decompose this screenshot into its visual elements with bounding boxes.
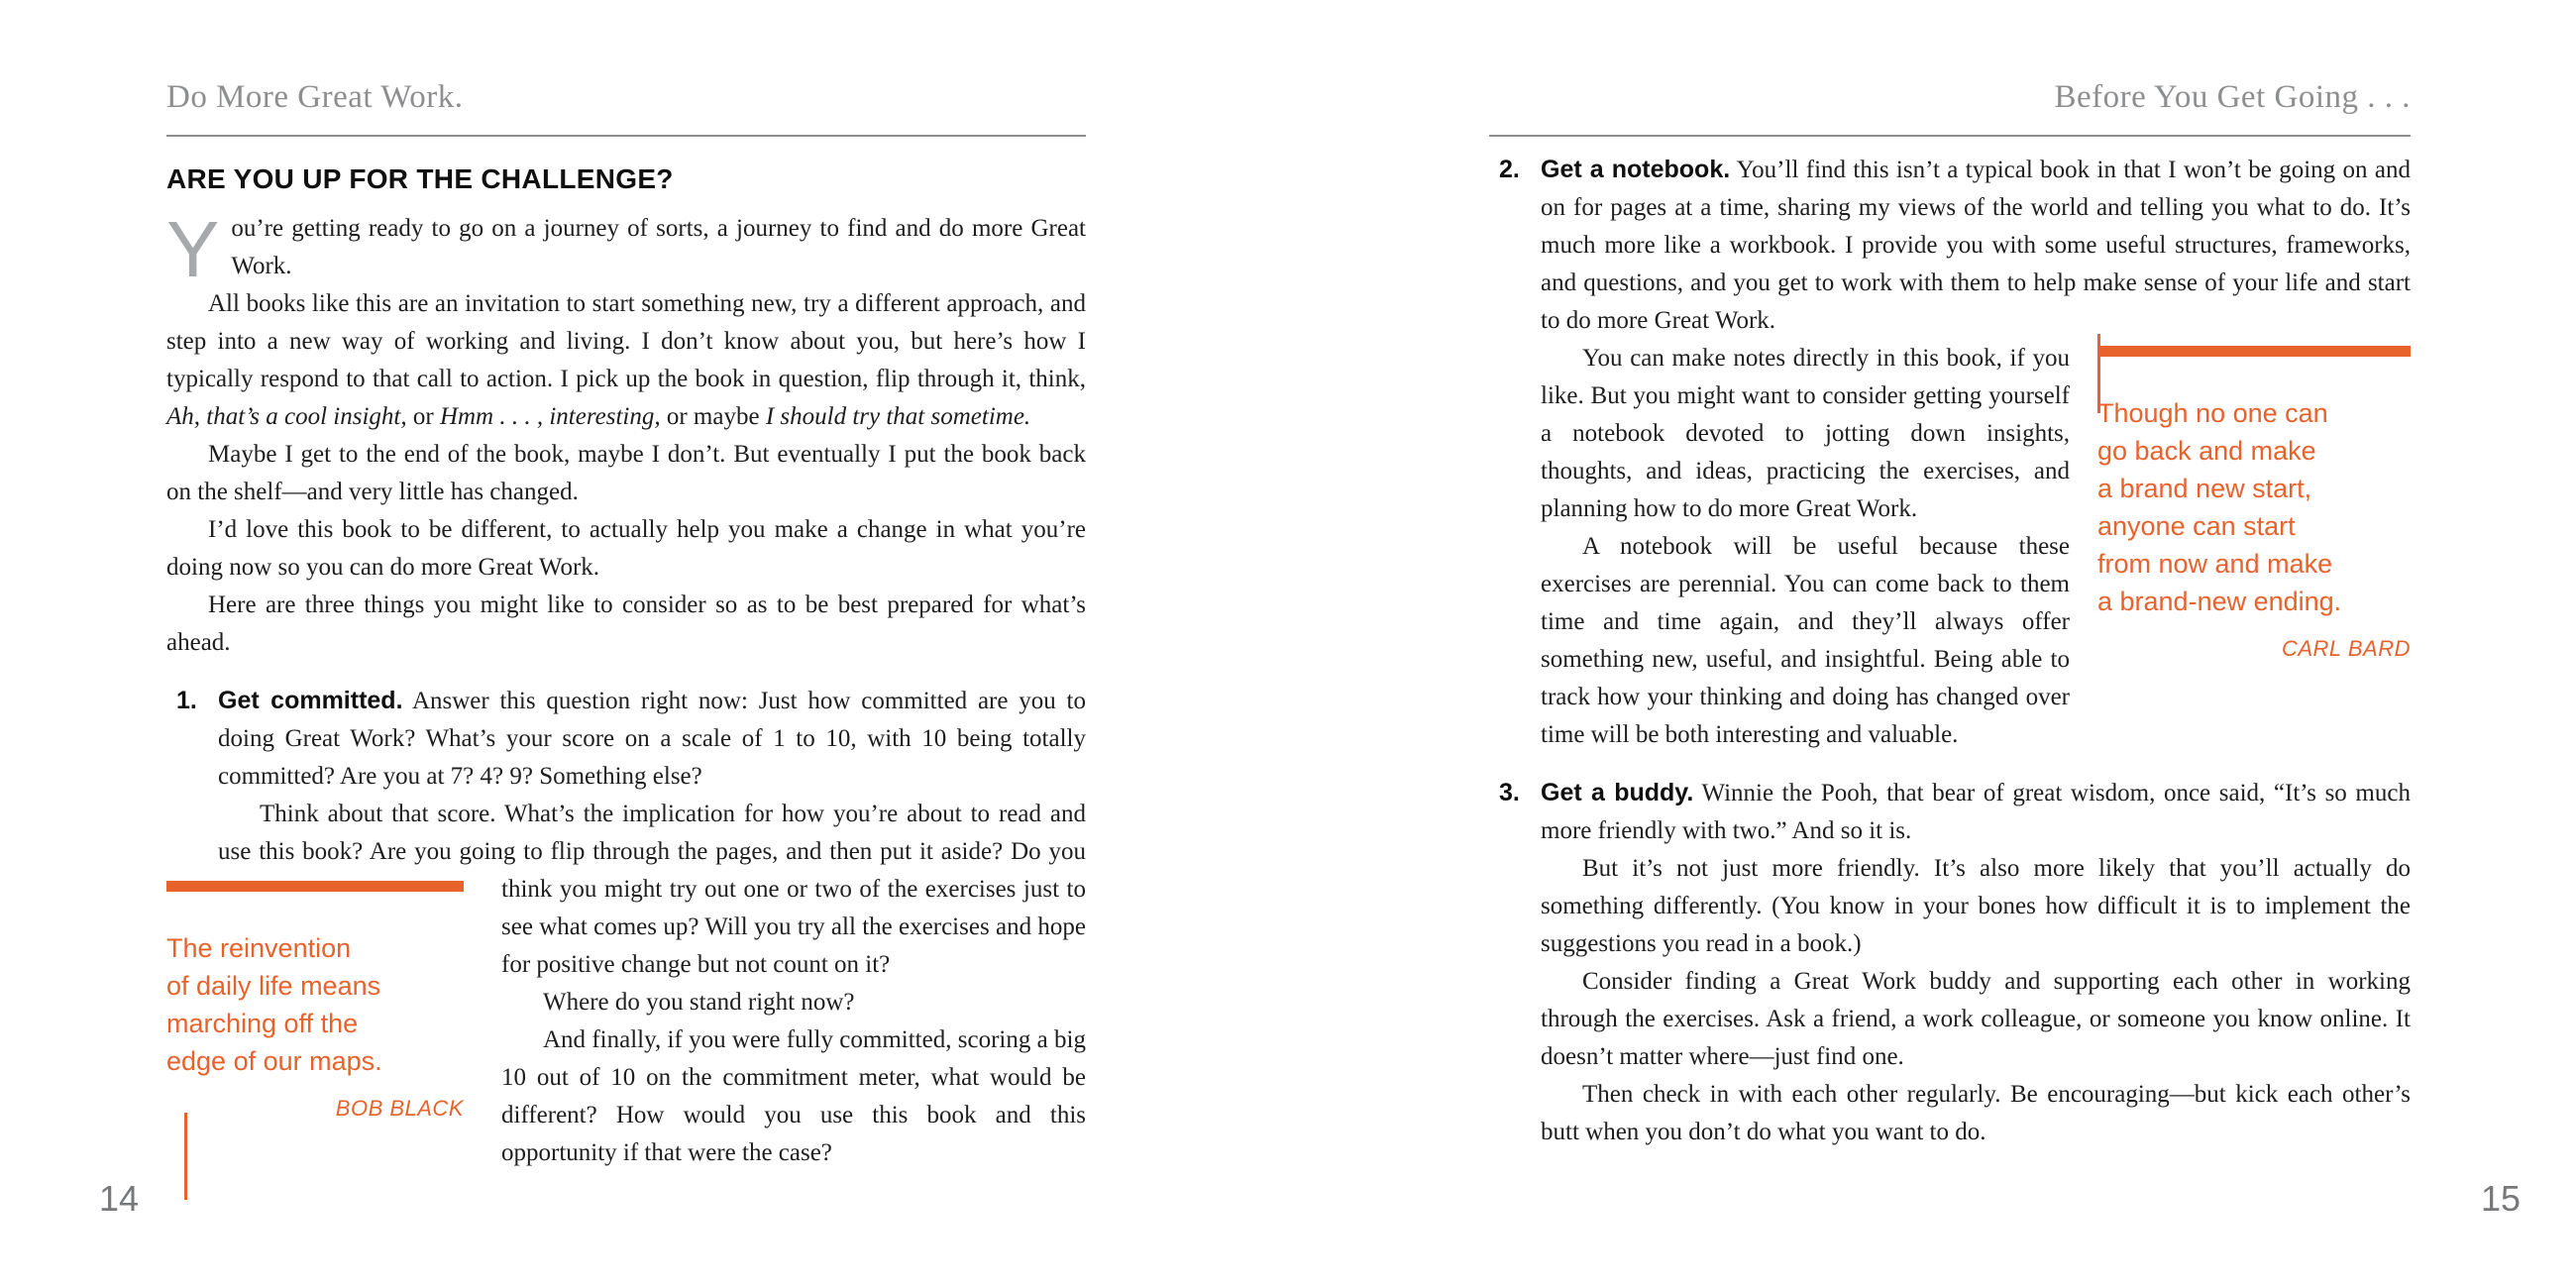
paragraph-text: Answer this question right now: Just how committed are you to doing Great Work? What’s your score on a scale of 1 to 10, with 10 being totally committed? Are you at 7? 4? 9? Something else? <box>218 688 1086 790</box>
pull-quote-line: Though no one can <box>2097 398 2328 428</box>
page-left <box>166 77 1086 1172</box>
item1-paragraph-3: Where do you stand right now? <box>543 989 855 1016</box>
intro-paragraph-4: I’d love this book to be different, to actually help you make a change in what you’re doing now so you can do more Great Work. <box>166 516 1086 581</box>
pull-quote-line: marching off the <box>166 1009 359 1038</box>
item-lead: Get committed. <box>218 687 403 714</box>
head-rule-left <box>166 135 1086 137</box>
pull-quote-body <box>2097 334 2411 668</box>
paragraph-text: or maybe <box>660 403 766 430</box>
paragraph-text: Winnie the Pooh, that bear of great wisdom, once said, “It’s so much more friendly with two.” And so it is. <box>1541 780 2411 844</box>
pull-quote-bar <box>2097 346 2411 357</box>
section-heading: ARE YOU UP FOR THE CHALLENGE? <box>166 163 674 194</box>
paragraph-text: You can make notes directly in this book, if you like. But you might want to consider getting yourself a notebook devoted to jotting down insights, thoughts, and ideas, practicing the exercises, and planning how to do more Great Work. <box>1541 345 2070 522</box>
pull-quote-right <box>2097 346 2411 668</box>
running-head-left: Do More Great Work. <box>166 79 464 115</box>
pull-quote-line: go back and make <box>2097 436 2316 466</box>
pull-quote-line: edge of our maps. <box>166 1046 382 1076</box>
page-number-right: 15 <box>2480 1178 2521 1219</box>
list-item-1 <box>166 682 1086 1172</box>
list-item-3 <box>1489 774 2411 1151</box>
item3-paragraph-1 <box>1541 774 2411 850</box>
pull-quote-attribution: CARL BARD <box>2281 636 2411 661</box>
paragraph-text: Think about that score. What’s the implication for how you’re about to read and use this book? Are you going to flip through the pages, and then put it aside? Do you think you might try out one or two of the exercises just <box>218 801 1086 903</box>
drop-cap: Y <box>166 205 220 293</box>
pull-quote-line: anyone can start <box>2097 511 2296 541</box>
intro-paragraph-2 <box>166 285 1086 436</box>
paragraph-text: All books like this are an invitation to start something new, try a different approach, and step into a new way of working and living. I don’t know about you, but here’s how I typically respond to that call to action. I pick up the book in question, flip through it, think, <box>166 290 1086 392</box>
item2-paragraph-3: A notebook will be useful because these exercises are perennial. You can come back to them time and time again, and they’ll always offer something new, useful, and insightful. Being able to track how your thinking and doing has changed over time will be both interesting and valuable. <box>1541 533 2070 748</box>
paragraph-text: ou’re getting ready to go on a journey of sorts, a journey to find and do more Great Work. <box>231 215 1086 279</box>
pull-quote-bar <box>166 881 464 892</box>
italic-phrase: Hmm . . . , interesting, <box>439 403 661 430</box>
item3-paragraph-4: Then check in with each other regularly. Be encouraging—but kick each other’s butt when you don’t do what you want to do. <box>1541 1081 2411 1145</box>
body-text-left <box>166 205 1086 1172</box>
pull-quote-attribution: BOB BLACK <box>335 1096 464 1121</box>
list-number: 3. <box>1499 779 1520 806</box>
pull-quote-left <box>166 881 464 1165</box>
paragraph-text: to see what comes up? Will you try all the exercises and hope for positive change but not count on it? <box>501 876 1086 978</box>
italic-phrase: Ah, that’s a cool insight, <box>166 403 407 430</box>
paragraph-text: You’ll find this isn’t a typical book in that I won’t be going on and on for pages at a time, sharing my views of the world and telling you what to do. It’s much more like a workbook. I provide you with some useful structures, frameworks, and questions, and you get to work with them to help make sense of your life and start to do more Great Work. <box>1541 157 2411 334</box>
item3-paragraph-2: But it’s not just more friendly. It’s also more likely that you’ll actually do something differently. (You know in your bones how difficult it is to implement the suggestions you read in a book.) <box>1541 855 2411 957</box>
italic-phrase: I should try that sometime. <box>765 403 1031 430</box>
item1-paragraph-4: And finally, if you were fully committed, scoring a big 10 out of 10 on the commitment meter, what would be different? How would you use this book and this opportunity if that were the case? <box>501 1026 1086 1166</box>
intro-paragraph-3: Maybe I get to the end of the book, maybe I don’t. But eventually I put the book back on the shelf—and very little has changed. <box>166 441 1086 505</box>
intro-paragraph-1 <box>166 205 1086 293</box>
list-item-2 <box>1489 151 2411 754</box>
page-right <box>1489 77 2411 1151</box>
item-lead: Get a buddy. <box>1541 779 1694 806</box>
list-number: 2. <box>1499 156 1520 183</box>
pull-quote-line: The reinvention <box>166 933 352 963</box>
item1-paragraph-1 <box>218 682 1086 796</box>
item-lead: Get a notebook. <box>1541 156 1731 183</box>
item3-paragraph-3: Consider finding a Great Work buddy and supporting each other in working through the exercises. Ask a friend, a work colleague, or someone you know online. It doesn’t matter where—just find one. <box>1541 968 2411 1070</box>
pull-quote-body <box>166 877 464 1200</box>
pull-quote-line: of daily life means <box>166 971 381 1001</box>
intro-paragraph-5: Here are three things you might like to consider so as to be best prepared for what’s ahead. <box>166 591 1086 656</box>
list-number: 1. <box>176 687 197 714</box>
body-text-right <box>1489 151 2411 1151</box>
page-number-left: 14 <box>99 1178 140 1219</box>
pull-quote-line: a brand new start, <box>2097 474 2312 503</box>
pull-quote-line: from now and make <box>2097 549 2333 579</box>
paragraph-text: or <box>406 403 440 430</box>
item2-paragraph-1 <box>1541 151 2411 340</box>
pull-quote-line: a brand-new ending. <box>2097 587 2342 616</box>
head-rule-right <box>1489 135 2411 137</box>
running-head-right: Before You Get Going . . . <box>2054 79 2411 115</box>
